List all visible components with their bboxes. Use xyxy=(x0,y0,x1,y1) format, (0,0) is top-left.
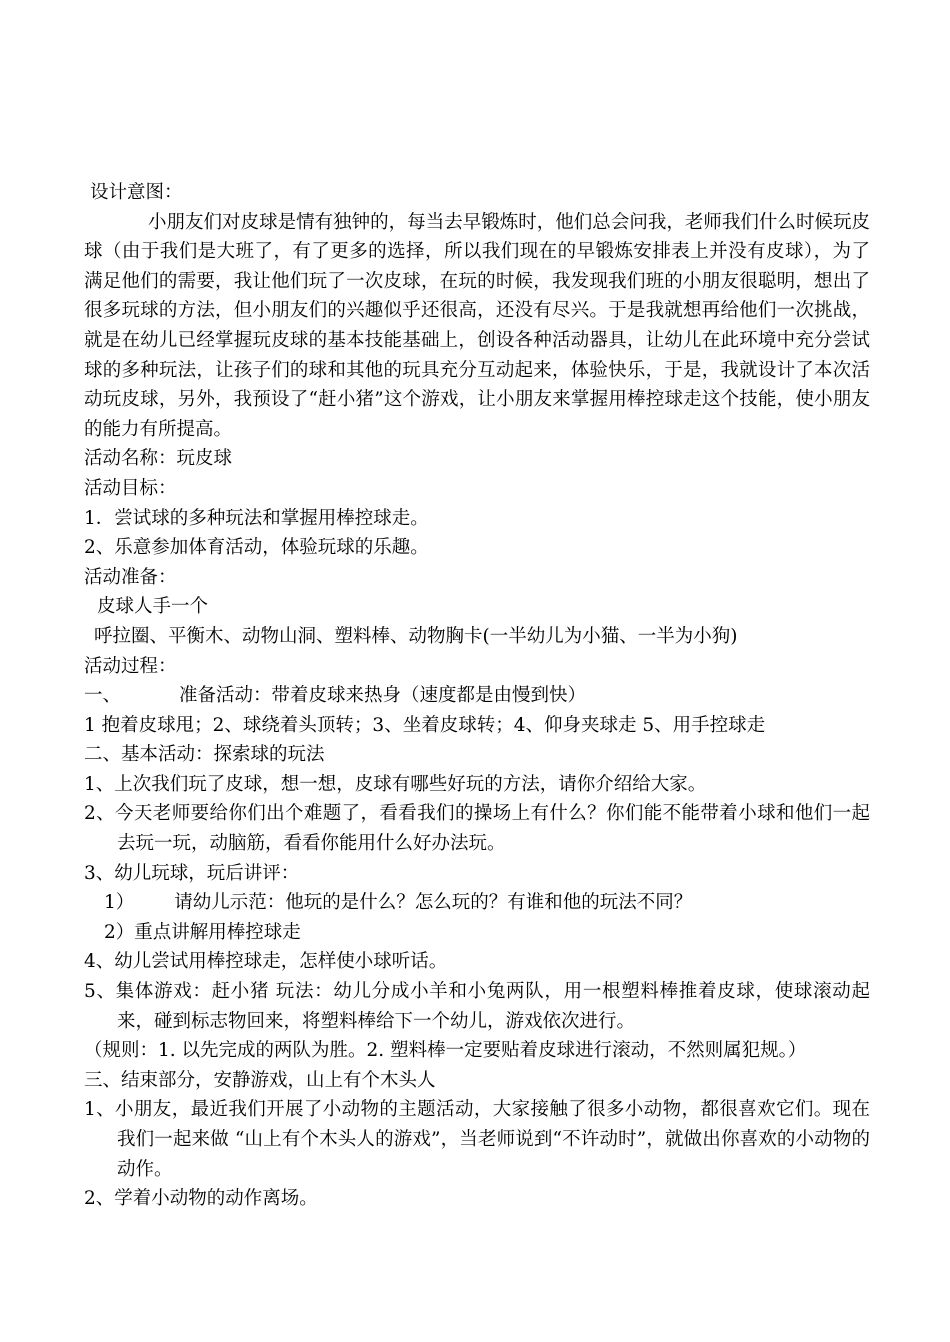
goal-item-2: 2、乐意参加体育活动，体验玩球的乐趣。 xyxy=(84,537,429,559)
step-2-heading: 二、基本活动：探索球的玩法 xyxy=(84,744,325,766)
step-1-text: 准备活动：带着皮球来热身（速度都是由慢到快） xyxy=(179,685,587,707)
step-3-heading: 三、结束部分，安静游戏，山上有个木头人 xyxy=(84,1069,436,1091)
prep-item-2: 呼拉圈、平衡木、动物山洞、塑料棒、动物胸卡(一半幼儿为小猫、一半为小狗) xyxy=(94,625,738,647)
step-2-sub-1-number: 1） xyxy=(104,892,135,914)
step-2-item-2: 2、今天老师要给你们出个难题了，看看我们的操场上有什么？你们能不能带着小球和他们一起去玩一玩，动脑筋，看看你能用什么好办法玩。 xyxy=(84,803,870,855)
step-2-sub-2: 2）重点讲解用棒控球走 xyxy=(104,921,301,943)
step-2-sub-1 xyxy=(84,888,870,918)
document-page xyxy=(84,178,870,1214)
step-2-item-5: 5、集体游戏：赶小猪 玩法：幼儿分成小羊和小兔两队，用一根塑料棒推着皮球，使球滚动起来，碰到标志物回来，将塑料棒给下一个幼儿，游戏依次进行。 xyxy=(84,981,870,1032)
step-3-item-2: 2、学着小动物的动作离场。 xyxy=(84,1188,318,1210)
step-2-item-4: 4、幼儿尝试用棒控球走，怎样使小球听话。 xyxy=(84,951,448,973)
step-1-number: 一、 xyxy=(84,685,122,707)
step-3-item-1: 1、小朋友，最近我们开展了小动物的主题活动，大家接触了很多小动物，都很喜欢它们。现在我们一起来做 “山上有个木头人的游戏”，当老师说到“不许动时”，就做出你喜欢的小动物的动作。 xyxy=(84,1099,870,1180)
activity-name: 活动名称：玩皮球 xyxy=(84,448,233,470)
prep-item-1: 皮球人手一个 xyxy=(97,596,209,618)
step-1-detail: 1 抱着皮球甩；2、球绕着头顶转；3、坐着皮球转；4、仰身夹球走 5、用手控球走 xyxy=(84,714,766,736)
activity-process-heading: 活动过程： xyxy=(84,655,177,677)
step-2-item-3: 3、幼儿玩球，玩后讲评： xyxy=(84,862,300,884)
activity-prep-heading: 活动准备： xyxy=(84,566,177,588)
game-rules: （规则：1. 以先完成的两队为胜。2. 塑料棒一定要贴着皮球进行滚动，不然则属犯规。） xyxy=(84,1040,807,1062)
design-intent-paragraph: 小朋友们对皮球是情有独钟的，每当去早锻炼时，他们总会问我，老师我们什么时候玩皮球（由于我们是大班了，有了更多的选择，所以我们现在的早锻炼安排表上并没有皮球），为了满足他们的需要，我让他们玩了一次皮球，在玩的时候，我发现我们班的小朋友很聪明，想出了很多玩球的方法，但小朋友们的兴趣似乎还很高，还没有尽兴。于是我就想再给他们一次挑战，就是在幼儿已经掌握玩皮球的基本技能基础上，创设各种活动器具，让幼儿在此环境中充分尝试球的多种玩法，让孩子们的球和其他的玩具充分互动起来，体验快乐，于是，我就设计了本次活动玩皮球，另外，我预设了“赶小猪”这个游戏，让小朋友来掌握用棒控球走这个技能，使小朋友的能力有所提高。 xyxy=(84,211,870,440)
activity-goals-heading: 活动目标： xyxy=(84,477,177,499)
step-1-heading xyxy=(84,681,870,711)
step-2-sub-1-text: 请幼儿示范：他玩的是什么？怎么玩的？有谁和他的玩法不同？ xyxy=(174,892,693,914)
goal-item-1: 1．尝试球的多种玩法和掌握用棒控球走。 xyxy=(84,507,429,529)
step-2-item-1: 1、上次我们玩了皮球，想一想，皮球有哪些好玩的方法，请你介绍给大家。 xyxy=(84,773,707,795)
design-intent-heading: 设计意图： xyxy=(90,182,183,203)
